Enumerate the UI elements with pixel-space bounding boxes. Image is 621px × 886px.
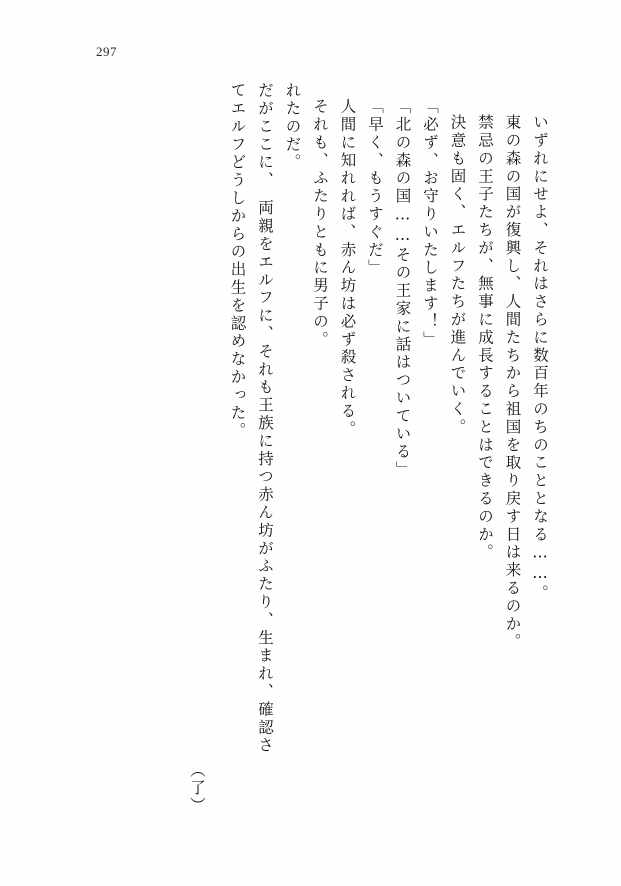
- text-column: 人間に知れれば、赤ん坊は必ず殺される。: [338, 98, 357, 439]
- text-column: 「早く、もうすぐだ」: [366, 98, 384, 277]
- text-column: てエルフどうしからの出生を認めなかった。: [228, 82, 247, 440]
- text-column: 禁忌の王子たちが、無事に成長することはできるのか。: [476, 114, 494, 562]
- text-column: それも、ふたりともに男子の。: [311, 98, 329, 349]
- vertical-text-block: [217, 82, 549, 755]
- text-column: れたのだ。: [283, 82, 302, 172]
- text-column: 「必ず、お守りいたします！」: [421, 98, 439, 349]
- text-column: いずれにせよ、それはさらに数百年のちのこととなる……。: [531, 114, 549, 603]
- end-mark: （了）: [188, 762, 206, 815]
- text-column: 東の森の国が復興し、人間たちから祖国を取り戻す日は来るのか。: [503, 114, 522, 651]
- text-column: だがここに、 両親をエルフに、それも王族に持つ赤ん坊がふたり、生まれ、確認さ: [256, 82, 274, 755]
- text-column: 決意も固く、エルフたちが進んでいく。: [448, 114, 467, 437]
- text-column: 「北の森の国……その王家に話はついている」: [393, 98, 412, 479]
- page-number: 297: [96, 44, 117, 59]
